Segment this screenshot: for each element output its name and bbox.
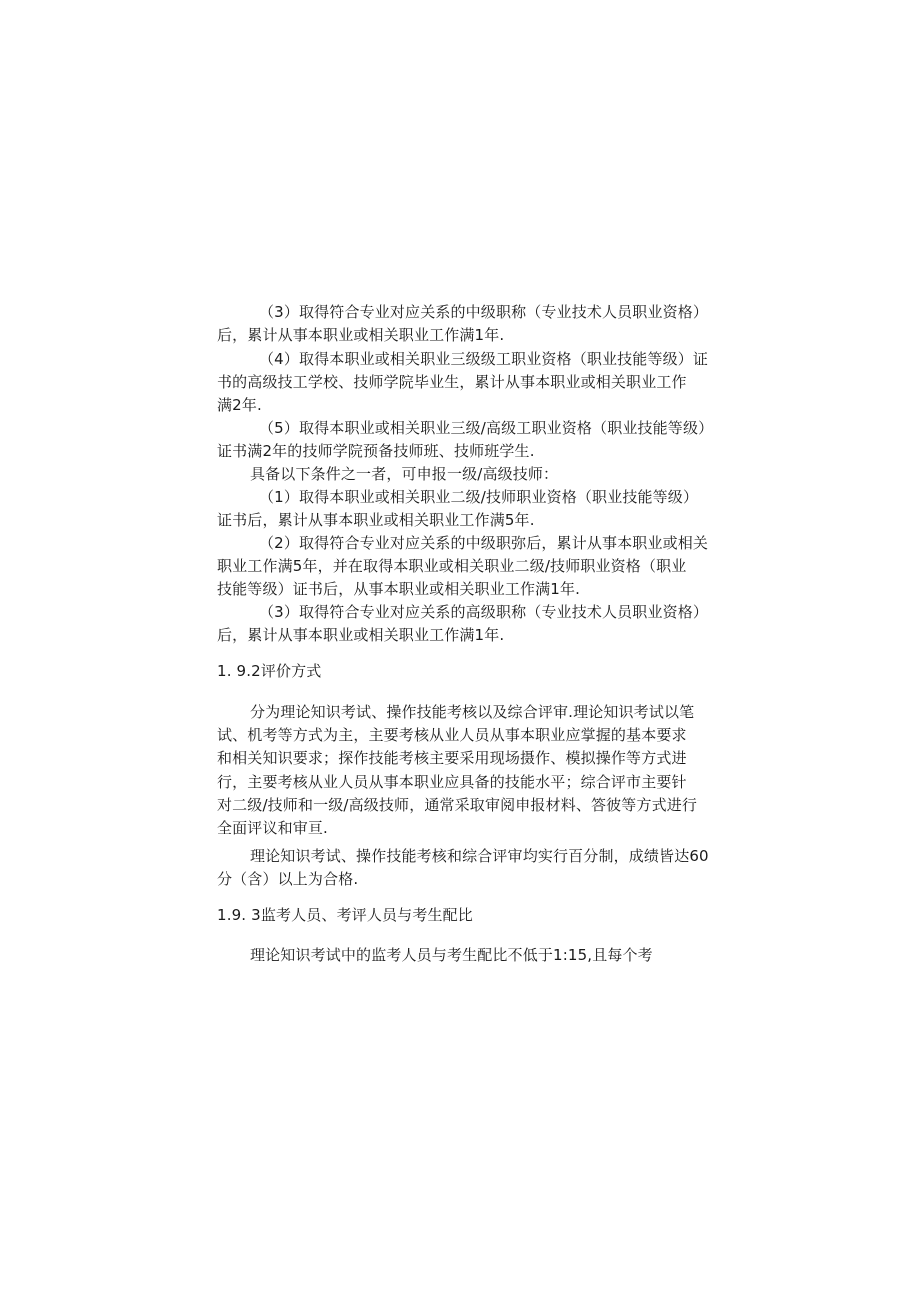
paragraph-line: 分（含）以上为合格. [217, 870, 359, 888]
paragraph-line: 书的高级技工学校、技师学院毕业生，累计从事本职业或相关职业工作 [217, 373, 687, 391]
paragraph-line: 证书满2年的技师学院预备技师班、技师班学生. [217, 442, 535, 460]
paragraph-line: 技能等级）证书后，从事本职业或相关职业工作满1年. [217, 580, 581, 598]
paragraph-line: 后，累计从事本职业或相关职业工作满1年. [217, 326, 505, 344]
paragraph-line: 对二级/技师和一级/高级技师，通常采取审阅申报材料、答彼等方式进行 [217, 796, 698, 814]
paragraph-line: 满2年. [217, 396, 262, 414]
paragraph-line: 职业工作满5年，并在取得本职业或相关职业二级/技师职业资格（职业 [217, 557, 687, 575]
paragraph-line: （4）取得本职业或相关职业三级级工职业资格（职业技能等级）证 [259, 350, 709, 368]
section-heading-9-3: 1.9. 3监考人员、考评人员与考生配比 [217, 906, 473, 924]
paragraph-line: （2）取得符合专业对应关系的中级职弥后，累计从事本职业或相关 [259, 534, 709, 552]
paragraph-line: 行，主要考核从业人员从事本职业应具备的技能水平；综合评市主要针 [217, 773, 687, 791]
paragraph-line: 理论知识考试、操作技能考核和综合评审均实行百分制，成绩皆达60 [250, 847, 709, 865]
paragraph-line: 试、机考等方式为主，主要考核从业人员从事本职业应掌握的基本要求 [217, 726, 687, 744]
paragraph-line: 理论知识考试中的监考人员与考生配比不低于1:15,且每个考 [250, 946, 653, 964]
section-heading-9-2: 1. 9.2评价方式 [217, 662, 322, 680]
paragraph-line: 证书后，累计从事本职业或相关职业工作满5年. [217, 511, 535, 529]
paragraph-line: 和相关知识要求；探作技能考核主要采用现场摄作、模拟操作等方式进 [217, 749, 687, 767]
paragraph-line: 全面评议和审亘. [217, 819, 328, 837]
paragraph-line: 分为理论知识考试、操作技能考核以及综合评审.理论知识考试以笔 [250, 703, 695, 721]
paragraph-line: （5）取得本职业或相关职业三级/高级工职业资格（职业技能等级） [259, 419, 714, 437]
paragraph-line: 后，累计从事本职业或相关职业工作满1年. [217, 626, 505, 644]
paragraph-line: （1）取得本职业或相关职业二级/技师职业资格（职业技能等级） [259, 488, 699, 506]
paragraph-line: （3）取得符合专业对应关系的高级职称（专业技术人员职业资格） [259, 603, 709, 621]
paragraph-line: 具备以下条件之一者，可申报一级/高级技师： [250, 465, 559, 483]
paragraph-line: （3）取得符合专业对应关系的中级职称（专业技术人员职业资格） [259, 303, 709, 321]
